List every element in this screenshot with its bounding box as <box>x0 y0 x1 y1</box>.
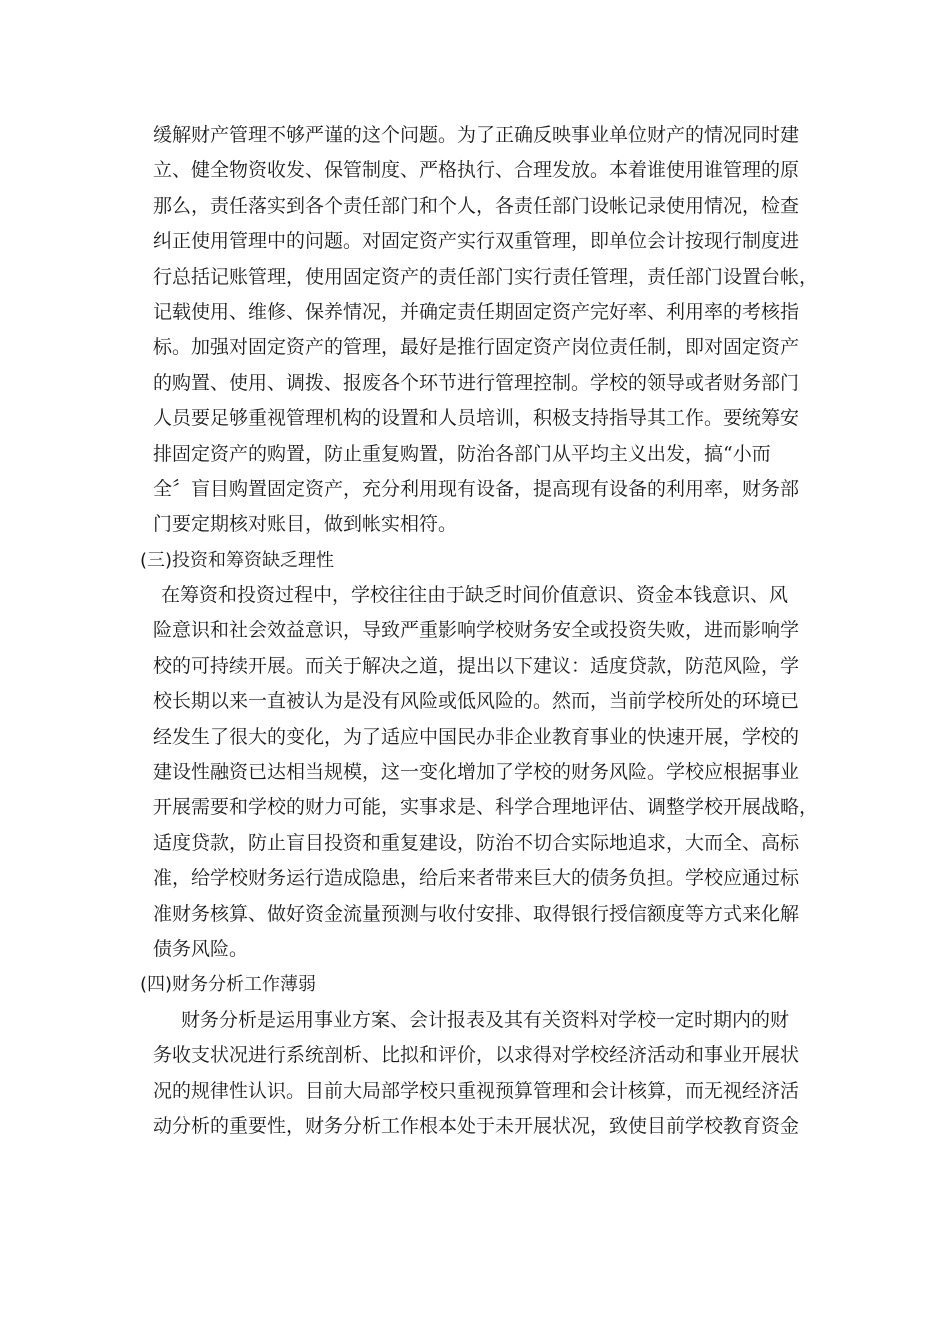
text-line: 的购置、使用、调拨、报废各个环节进行管理控制。学校的领导或者财务部门 <box>153 371 800 394</box>
text-line: 准，给学校财务运行造成隐患，给后来者带来巨大的债务负担。学校应通过标 <box>153 867 800 890</box>
text-line: 建设性融资已达相当规模，这一变化增加了学校的财务风险。学校应根据事业 <box>153 761 800 784</box>
text-line: 人员要足够重视管理机构的设置和人员培训，积极支持指导其工作。要统筹安 <box>153 407 800 430</box>
text-line: 动分析的重要性，财务分析工作根本处于未开展状况，致使目前学校教育资金 <box>153 1114 800 1137</box>
text-line: 开展需要和学校的财力可能，实事求是、科学合理地评估、调整学校开展战略， <box>153 796 819 819</box>
text-line: 门要定期核对账目，做到帐实相符。 <box>153 513 458 536</box>
text-line: 适度贷款，防止盲目投资和重复建设，防治不切合实际地追求，大而全、高标 <box>153 831 800 854</box>
text-line: 校的可持续开展。而关于解决之道，提出以下建议：适度贷款，防范风险，学 <box>153 654 800 677</box>
text-line: 全〞盲目购置固定资产，充分利用现有设备，提高现有设备的利用率，财务部 <box>153 477 800 500</box>
paragraph-investment <box>153 578 819 967</box>
section-heading-financial-analysis: (四)财务分析工作薄弱 <box>140 974 317 996</box>
section-heading-investment: (三)投资和筹资缺乏理性 <box>140 549 335 571</box>
paragraph-asset-management <box>153 118 819 543</box>
text-line: 债务风险。 <box>153 937 249 960</box>
document-body <box>140 118 819 1144</box>
text-line: 缓解财产管理不够严谨的这个问题。为了正确反映事业单位财产的情况同时建 <box>153 124 800 146</box>
text-line: 险意识和社会效益意识，导致严重影响学校财务安全或投资失败，进而影响学 <box>153 619 800 642</box>
text-line: 记载使用、维修、保养情况，并确定责任期固定资产完好率、利用率的考核指 <box>153 300 800 323</box>
text-line: 纠正使用管理中的问题。对固定资产实行双重管理，即单位会计按现行制度进 <box>153 230 800 253</box>
text-line: 校长期以来一直被认为是没有风险或低风险的。然而，当前学校所处的环境已 <box>153 690 800 713</box>
text-line: 务收支状况进行系统剖析、比拟和评价，以求得对学校经济活动和事业开展状 <box>153 1044 800 1067</box>
text-line: 标。加强对固定资产的管理，最好是推行固定资产岗位责任制，即对固定资产 <box>153 336 800 359</box>
paragraph-financial-analysis <box>153 1003 813 1145</box>
text-line: 行总括记账管理，使用固定资产的责任部门实行责任管理，责任部门设置台帐， <box>153 265 819 288</box>
text-line: 财务分析是运用事业方案、会计报表及其有关资料对学校一定时期内的财 <box>181 1008 790 1031</box>
text-line: 那么，责任落实到各个责任部门和个人，各责任部门设帐记录使用情况，检查 <box>153 194 800 217</box>
text-line: 经发生了很大的变化，为了适应中国民办非企业教育事业的快速开展，学校的 <box>153 725 800 748</box>
text-line: 在筹资和投资过程中，学校往往由于缺乏时间价值意识、资金本钱意识、风 <box>161 584 789 607</box>
text-line: 况的规律性认识。目前大局部学校只重视预算管理和会计核算，而无视经济活 <box>153 1079 800 1102</box>
text-line: 立、健全物资收发、保管制度、严格执行、合理发放。本着谁使用谁管理的原 <box>153 159 800 182</box>
text-line: 准财务核算、做好资金流量预测与收付安排、取得银行授信额度等方式来化解 <box>153 902 800 925</box>
text-line: 排固定资产的购置，防止重复购置，防治各部门从平均主义出发，搞“小而 <box>153 442 771 465</box>
